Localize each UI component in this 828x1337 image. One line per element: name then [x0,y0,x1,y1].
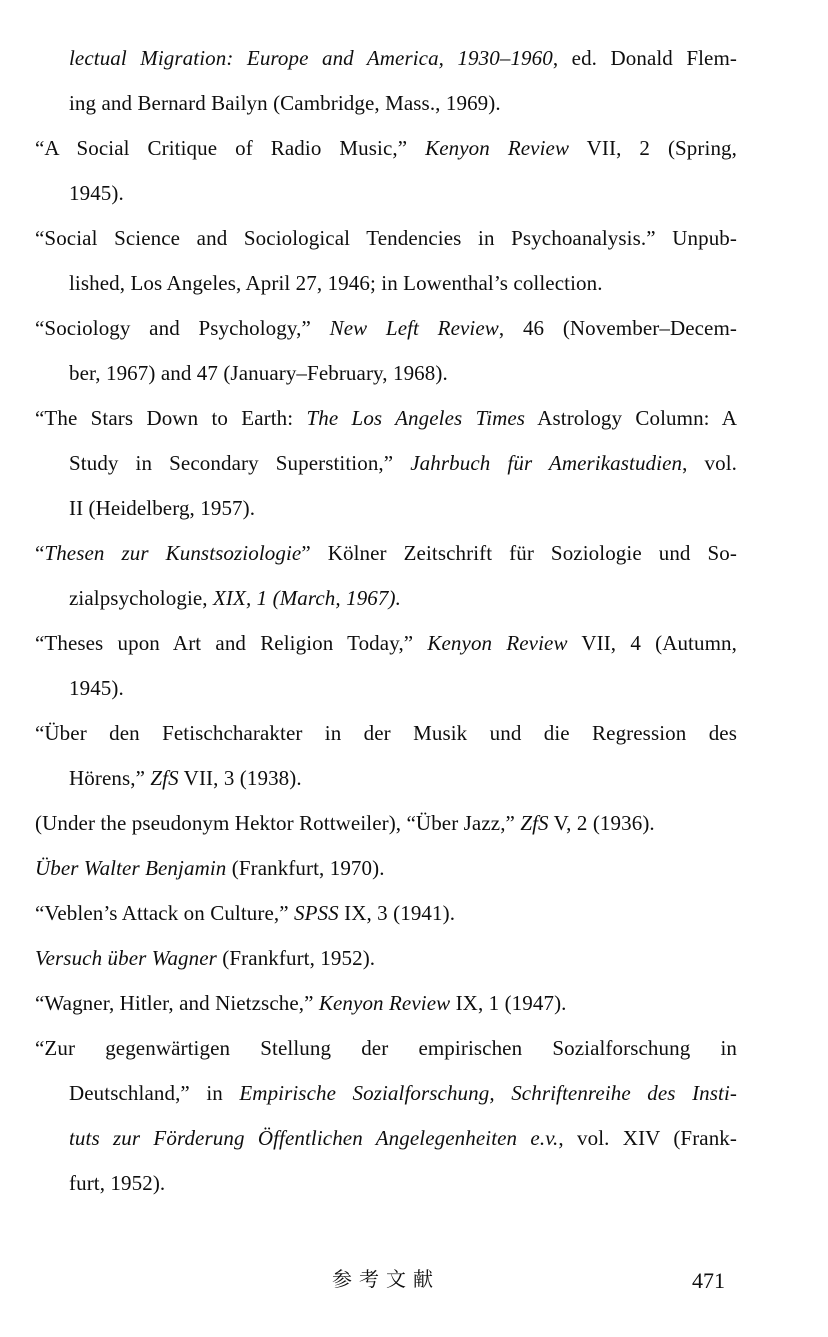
entry-line [35,306,737,351]
bibliography-entry [35,36,737,126]
entry-text: II (Heidelberg, 1957). [69,496,256,520]
entry-line [35,576,737,621]
entry-text: VII, 2 (Spring, [569,136,737,160]
page-number: 471 [692,1268,725,1293]
entry-line [35,36,737,81]
entry-italic-text: The Los Angeles Times [306,406,526,430]
entry-text: VII, 4 (Autumn, [567,631,737,655]
entry-italic-text: XIX, 1 (March, 1967). [213,586,401,610]
entry-italic-text: Kenyon Review [427,631,568,655]
section-title: 参考文献 [332,1269,440,1291]
entry-line [35,1071,737,1116]
entry-line [35,1116,737,1161]
entry-text: Study in Secondary Superstition,” [69,451,411,475]
entry-line [35,171,737,216]
bibliography-entry [35,126,737,216]
entry-text: ber, 1967) and 47 (January–February, 1968). [69,361,448,385]
entry-text: “Veblen’s Attack on Culture,” [35,901,295,925]
entry-italic-text: tuts zur Förderung Öffentlichen Angelegenheiten e.v. [69,1126,559,1150]
entry-text: , 46 (November–Decem- [498,316,738,340]
entry-italic-text: SPSS [294,901,339,925]
entry-line [35,981,737,1026]
entry-text: Hörens,” [69,766,151,790]
entry-text: 1945). [69,676,124,700]
entry-line [35,756,737,801]
bibliography-list [35,36,737,1206]
entry-text: , vol. XIV (Frank- [558,1126,738,1150]
entry-line [35,891,737,936]
entry-text: 1945). [69,181,124,205]
entry-line [35,351,737,396]
bibliography-entry [35,621,737,711]
entry-line [35,531,737,576]
entry-line [35,846,737,891]
entry-line [35,666,737,711]
entry-text: IX, 1 (1947). [450,991,567,1015]
entry-text: furt, 1952). [69,1171,166,1195]
entry-line [35,216,737,261]
entry-text: IX, 3 (1941). [338,901,456,925]
entry-line [35,621,737,666]
entry-italic-text: Kenyon Review [425,136,570,160]
entry-italic-text: Über Walter Benjamin [35,856,227,880]
entry-text: zialpsychologie, [69,586,213,610]
entry-text: “The Stars Down to Earth: [35,406,307,430]
entry-text: “A Social Critique of Radio Music,” [35,136,426,160]
entry-text: “Über den Fetischcharakter in der Musik und die Regression des [35,721,737,745]
entry-text: , ed. Donald Flem- [552,46,737,70]
bibliography-entry [35,891,737,936]
entry-italic-text: New Left Review [329,316,499,340]
entry-italic-text: Kenyon Review [318,991,451,1015]
entry-line [35,801,737,846]
entry-text: ing and Bernard Bailyn (Cambridge, Mass., 1969). [69,91,501,115]
entry-text: “ [35,541,45,565]
entry-text: V, 2 (1936). [548,811,655,835]
entry-italic-text: ZfS [520,811,549,835]
entry-line [35,1026,737,1071]
entry-text: “Zur gegenwärtigen Stellung der empirischen Sozialforschung in [35,1036,737,1060]
entry-text: “Social Science and Sociological Tendencies in Psychoanalysis.” Unpub- [35,226,737,250]
entry-text: (Frankfurt, 1970). [226,856,385,880]
entry-line [35,936,737,981]
bibliography-entry [35,1026,737,1206]
entry-italic-text: ZfS [150,766,179,790]
entry-line [35,396,737,441]
entry-italic-text: lectual Migration: Europe and America, 1930–1960 [69,46,553,70]
bibliography-entry [35,846,737,891]
entry-text: Deutschland,” in [69,1081,240,1105]
entry-italic-text: Empirische Sozialforschung, Schriftenreihe des Insti- [239,1081,738,1105]
bibliography-entry [35,711,737,801]
bibliography-entry [35,801,737,846]
entry-line [35,711,737,756]
bibliography-entry [35,936,737,981]
bibliography-entry [35,981,737,1026]
entry-text: (Frankfurt, 1952). [216,946,376,970]
entry-text: lished, Los Angeles, April 27, 1946; in Lowenthal’s collection. [69,271,603,295]
entry-text: “Wagner, Hitler, and Nietzsche,” [35,991,319,1015]
entry-line [35,126,737,171]
page-footer [35,1258,737,1303]
entry-line [35,486,737,531]
entry-text: Astrology Column: A [525,406,738,430]
entry-italic-text: Thesen zur Kunstsoziologie [44,541,302,565]
bibliography-entry [35,216,737,306]
entry-text: “Theses upon Art and Religion Today,” [35,631,428,655]
entry-italic-text: Jahrbuch für Amerikastudien [410,451,683,475]
entry-line [35,261,737,306]
entry-text: , vol. [682,451,737,475]
bibliography-entry [35,306,737,396]
bibliography-entry [35,531,737,621]
entry-line [35,441,737,486]
entry-text: VII, 3 (1938). [178,766,302,790]
bibliography-entry [35,396,737,531]
entry-text: ” Kölner Zeitschrift für Soziologie und So- [301,541,737,565]
entry-line [35,81,737,126]
entry-line [35,1161,737,1206]
entry-italic-text: Versuch über Wagner [35,946,217,970]
entry-text: (Under the pseudonym Hektor Rottweiler), “Über Jazz,” [35,811,521,835]
entry-text: “Sociology and Psychology,” [35,316,330,340]
